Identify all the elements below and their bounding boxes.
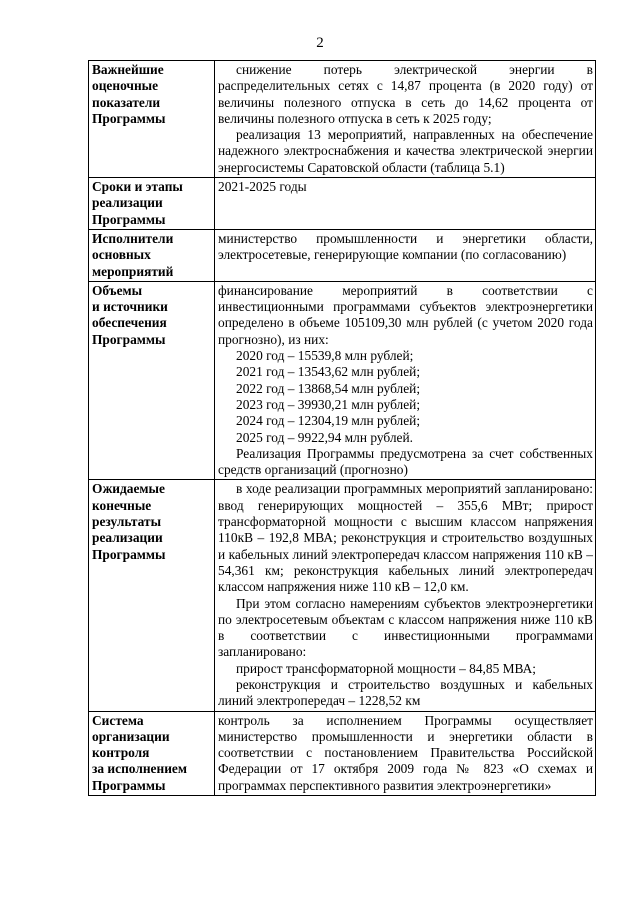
row-label-line: конечные — [92, 497, 152, 513]
table-row-funding — [89, 281, 596, 480]
table-row-key-indicators — [89, 61, 596, 178]
row-content — [215, 229, 596, 281]
row-label-line: Объемы — [92, 282, 143, 298]
row-label — [89, 711, 215, 795]
funding-year-line: 2024 год – 12304,19 млн рублей; — [236, 413, 421, 429]
row-content — [215, 178, 596, 230]
row-label-line: контроля — [92, 745, 150, 761]
funding-outro: Реализация Программы предусмотрена за счет собственных средств организаций (прогнозно) — [218, 445, 593, 478]
row-label-line: оценочные — [92, 78, 159, 94]
table-row-control — [89, 711, 596, 795]
content-paragraph: в ходе реализации программных мероприятий запланировано: ввод генерирующих мощностей – 355,6 МВт; прирост трансформаторной мощности с высшим классом напряжения 110кВ – 192,8 МВА; реконструкция и строительство воздушных и кабельных линий электропередач классом напряжения 110 кВ – 54,361 км; реконструкция кабельных линий электропередач классом напряжения ниже 110 кВ – 12,0 км. — [218, 481, 593, 595]
content-paragraph: реализация 13 мероприятий, направленных на обеспечение надежного электроснабжения и качества электрической энергии энергосистемы Саратовской области (таблица 5.1) — [218, 127, 593, 175]
row-label-line: Ожидаемые — [92, 481, 165, 497]
content-text: 2021-2025 годы — [218, 179, 307, 195]
row-label — [89, 229, 215, 281]
content-text: министерство промышленности и энергетики области, электросетевые, генерирующие компании (по согласованию) — [218, 230, 593, 263]
row-label-line: Важнейшие — [92, 62, 164, 77]
row-content — [215, 711, 596, 795]
row-content — [215, 61, 596, 178]
row-label-line: Сроки и этапы — [92, 179, 183, 195]
funding-year-line: 2023 год – 39930,21 млн рублей; — [236, 396, 421, 412]
content-paragraph: снижение потерь электрической энергии в распределительных сетях с 14,87 процента (в 2020 году) от величины полезного отпуска в сеть до 14,62 процента от величины полезного отпуска в сеть к 2025 году; — [218, 62, 593, 126]
row-label — [89, 281, 215, 480]
row-label-line: Система — [92, 712, 144, 728]
row-label-line: показатели — [92, 94, 161, 110]
funding-intro: финансирование мероприятий в соответствии с инвестиционными программами субъектов электроэнергетики определено в объеме 105109,30 млн рублей (с учетом 2020 года прогнозно), из них: — [218, 282, 593, 347]
row-content — [215, 480, 596, 711]
row-label — [89, 480, 215, 711]
row-label-line: Программы — [92, 110, 166, 126]
row-label-line: Программы — [92, 211, 166, 227]
row-label-line: за исполнением — [92, 761, 187, 777]
content-paragraph: реконструкция и строительство воздушных и кабельных линий электропередач – 1228,52 км — [218, 676, 593, 709]
program-passport-table — [88, 60, 596, 796]
row-label-line: Программы — [92, 331, 166, 347]
row-label-line: основных — [92, 247, 151, 263]
table-row-expected-results — [89, 480, 596, 711]
funding-year-line: 2025 год – 9922,94 млн рублей. — [236, 429, 413, 445]
funding-year-line: 2022 год – 13868,54 млн рублей; — [236, 380, 421, 396]
row-label — [89, 61, 215, 178]
row-label-line: обеспечения — [92, 315, 167, 331]
row-label-line: мероприятий — [92, 263, 174, 279]
row-label-line: реализации — [92, 195, 163, 211]
row-label-line: Программы — [92, 546, 166, 562]
row-label-line: и источники — [92, 299, 168, 315]
funding-year-line: 2021 год – 13543,62 млн рублей; — [236, 364, 421, 380]
row-label-line: Исполнители — [92, 230, 174, 246]
funding-year-line: 2020 год – 15539,8 млн рублей; — [236, 348, 414, 364]
row-label-line: Программы — [92, 777, 166, 793]
row-label-line: организации — [92, 728, 170, 744]
content-text: контроль за исполнением Программы осуществляет министерство промышленности и энергетики области в соответствии с постановлением Правительства Российской Федерации от 17 октября 2009 года № 823 «О схемах и программах перспективного развития электроэнергетики» — [218, 712, 593, 793]
row-label-line: реализации — [92, 530, 163, 546]
table-row-terms — [89, 178, 596, 230]
row-label-line: результаты — [92, 514, 162, 530]
table-row-executors — [89, 229, 596, 281]
row-content — [215, 281, 596, 480]
row-label — [89, 178, 215, 230]
content-paragraph: прирост трансформаторной мощности – 84,85 МВА; — [236, 660, 536, 676]
content-paragraph: При этом согласно намерениям субъектов электроэнергетики по электросетевым объектам с классом напряжения ниже 110 кВ в соответствии с инвестиционными программами запланировано: — [218, 595, 593, 660]
page-number: 2 — [316, 35, 324, 51]
